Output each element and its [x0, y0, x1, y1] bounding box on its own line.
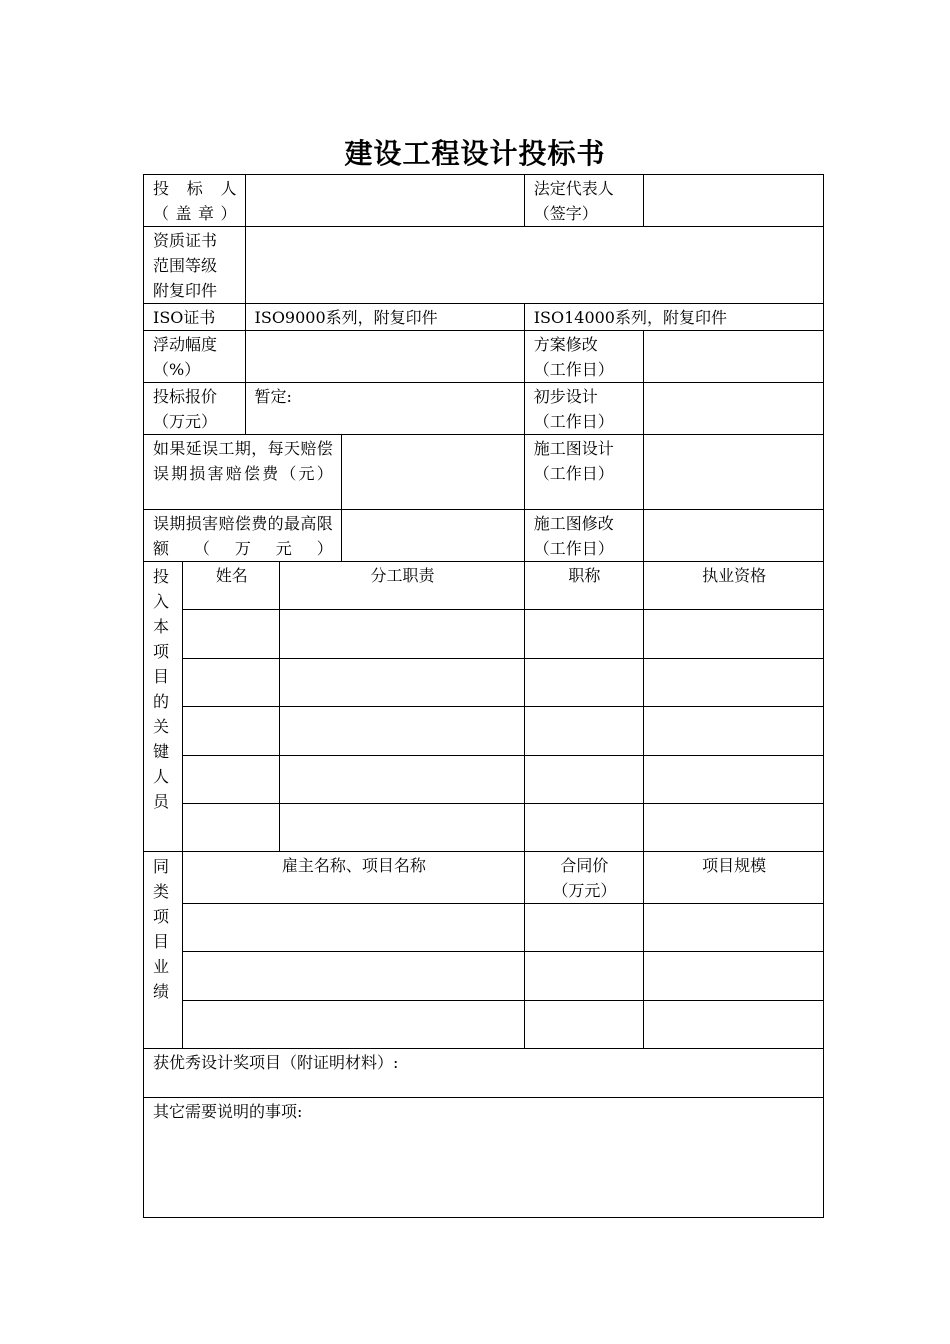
personnel-qualification-cell[interactable]	[644, 707, 824, 756]
key-personnel-side-label: 投 入 本 项 目 的 关 键 人 员	[144, 562, 183, 852]
personnel-title-cell[interactable]	[524, 610, 643, 659]
personnel-name-cell[interactable]	[183, 756, 280, 804]
scheme-revision-label: 方案修改 （工作日）	[524, 331, 643, 383]
construction-drawing-label: 施工图设计 （工作日）	[524, 435, 643, 510]
personnel-duty-cell[interactable]	[280, 804, 524, 852]
construction-revision-label: 施工图修改 （工作日）	[524, 510, 643, 562]
delay-max-damages-field[interactable]	[341, 510, 524, 562]
bid-price-label: 投标报价 （万元）	[144, 383, 246, 435]
preliminary-design-label: 初步设计 （工作日）	[524, 383, 643, 435]
project-scale-cell[interactable]	[644, 952, 824, 1001]
personnel-qualification-cell[interactable]	[644, 610, 824, 659]
personnel-name-cell[interactable]	[183, 610, 280, 659]
projects-header-employer: 雇主名称、项目名称	[183, 852, 525, 904]
iso14000-field[interactable]: ISO14000系列，附复印件	[524, 304, 823, 331]
personnel-row	[144, 804, 824, 852]
project-row	[144, 1001, 824, 1049]
project-employer-cell[interactable]	[183, 1001, 525, 1049]
bid-price-field[interactable]: 暂定:	[245, 383, 524, 435]
float-range-label: 浮动幅度 （%）	[144, 331, 246, 383]
project-row	[144, 952, 824, 1001]
bidder-label: 投 标 人 （盖章）	[144, 175, 246, 227]
iso-label: ISO证书	[144, 304, 246, 331]
personnel-header-duty: 分工职责	[280, 562, 524, 610]
bid-form-table	[143, 174, 824, 1218]
personnel-row	[144, 610, 824, 659]
project-row	[144, 904, 824, 952]
personnel-name-cell[interactable]	[183, 707, 280, 756]
personnel-qualification-cell[interactable]	[644, 756, 824, 804]
personnel-header-qualification: 执业资格	[644, 562, 824, 610]
project-employer-cell[interactable]	[183, 904, 525, 952]
personnel-qualification-cell[interactable]	[644, 659, 824, 707]
personnel-duty-cell[interactable]	[280, 610, 524, 659]
delay-max-damages-label: 误期损害赔偿费的最高限额（万元）	[144, 510, 342, 562]
personnel-duty-cell[interactable]	[280, 707, 524, 756]
bidder-seal-field[interactable]	[245, 175, 524, 227]
project-contract-price-cell[interactable]	[524, 904, 643, 952]
similar-projects-side-label: 同 类 项 目 业 绩	[144, 852, 183, 1049]
awards-field[interactable]: 获优秀设计奖项目（附证明材料）:	[144, 1049, 824, 1098]
projects-header-scale: 项目规模	[644, 852, 824, 904]
project-employer-cell[interactable]	[183, 952, 525, 1001]
legal-rep-label: 法定代表人 （签字）	[524, 175, 643, 227]
project-scale-cell[interactable]	[644, 1001, 824, 1049]
float-range-field[interactable]	[245, 331, 524, 383]
project-contract-price-cell[interactable]	[524, 952, 643, 1001]
scheme-revision-field[interactable]	[644, 331, 824, 383]
document-title: 建设工程设计投标书	[344, 137, 606, 170]
delay-daily-damages-label: 如果延误工期，每天赔偿误期损害赔偿费（元）	[144, 435, 342, 510]
personnel-header-name: 姓名	[183, 562, 280, 610]
personnel-name-cell[interactable]	[183, 659, 280, 707]
other-notes-field[interactable]: 其它需要说明的事项:	[144, 1098, 824, 1218]
iso9000-field[interactable]: ISO9000系列，附复印件	[245, 304, 524, 331]
project-contract-price-cell[interactable]	[524, 1001, 643, 1049]
personnel-row	[144, 659, 824, 707]
personnel-row	[144, 707, 824, 756]
personnel-name-cell[interactable]	[183, 804, 280, 852]
legal-rep-signature-field[interactable]	[644, 175, 824, 227]
personnel-title-cell[interactable]	[524, 804, 643, 852]
projects-header-contract-price: 合同价 （万元）	[524, 852, 643, 904]
personnel-duty-cell[interactable]	[280, 659, 524, 707]
personnel-row	[144, 756, 824, 804]
personnel-qualification-cell[interactable]	[644, 804, 824, 852]
construction-revision-field[interactable]	[644, 510, 824, 562]
construction-drawing-field[interactable]	[644, 435, 824, 510]
qualification-label: 资质证书 范围等级 附复印件	[144, 227, 246, 304]
qualification-field[interactable]	[245, 227, 823, 304]
project-scale-cell[interactable]	[644, 904, 824, 952]
personnel-title-cell[interactable]	[524, 659, 643, 707]
personnel-title-cell[interactable]	[524, 707, 643, 756]
personnel-title-cell[interactable]	[524, 756, 643, 804]
preliminary-design-field[interactable]	[644, 383, 824, 435]
personnel-header-title: 职称	[524, 562, 643, 610]
personnel-duty-cell[interactable]	[280, 756, 524, 804]
delay-daily-damages-field[interactable]	[341, 435, 524, 510]
